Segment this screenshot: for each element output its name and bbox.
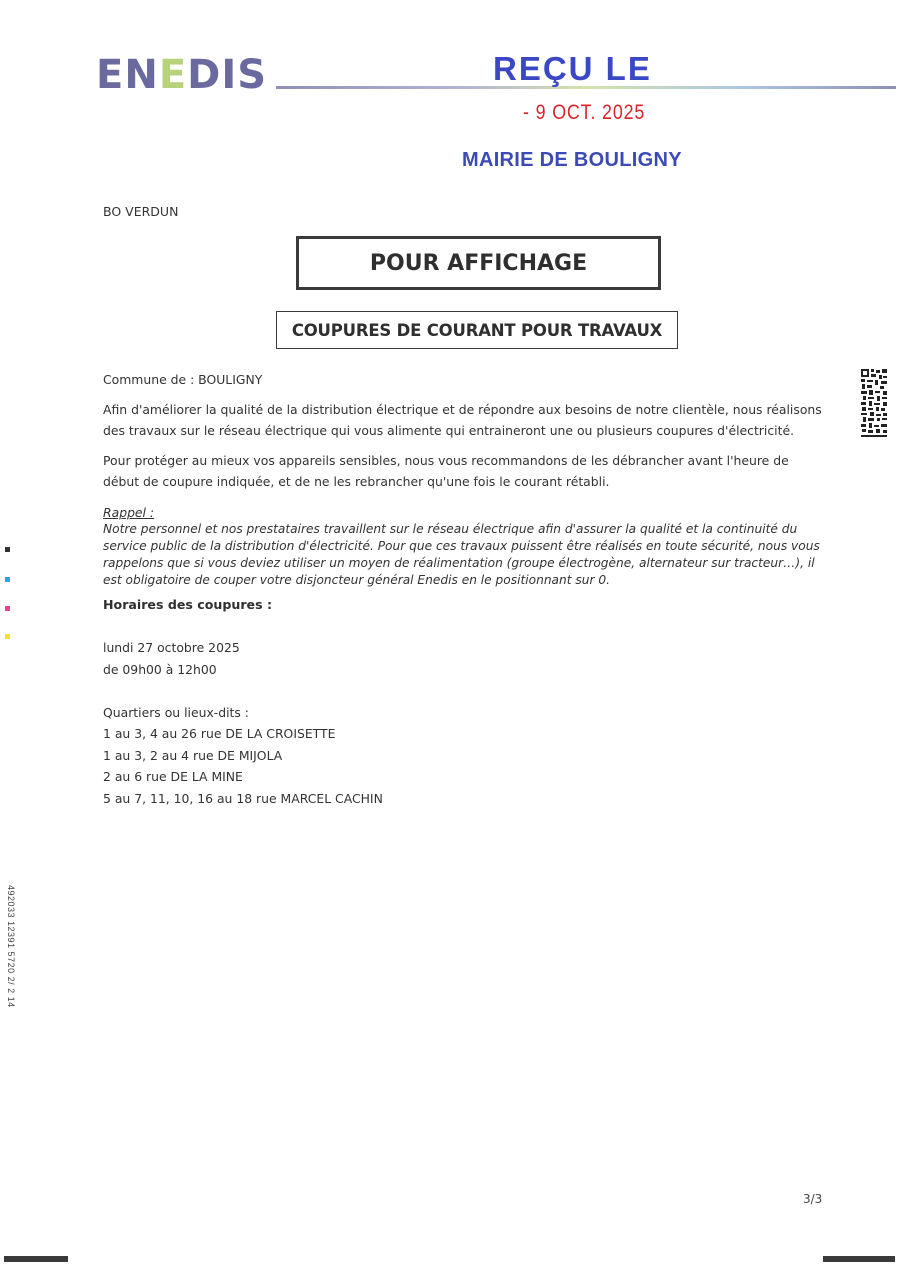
stamp-date: - 9 OCT. 2025	[523, 101, 646, 124]
logo-accent: E	[158, 52, 188, 98]
list-item: 1 au 3, 2 au 4 rue DE MIJOLA	[103, 747, 283, 763]
places-title: Quartiers ou lieux-dits :	[103, 705, 249, 720]
places-list	[103, 723, 383, 809]
registration-mark	[5, 606, 10, 611]
page-number: 3/3	[803, 1192, 823, 1206]
bottom-scan-bar	[4, 1256, 68, 1262]
rappel-text: Notre personnel et nos prestataires travaillent sur le réseau électrique afin d'assurer la qualité et la continuité du service public de la distribution d'électricité. Pour que ces travaux puissent être réalisés en toute sécurité, nous vous rappelons que si vous deviez utiliser un moyen de réalimentation (groupe électrogène, alternateur sur tracteur…), il est obligatoire de couper votre disjoncteur général Enedis en le positionnant sur 0.	[103, 522, 820, 587]
side-print-code: 492033 12391 5720 2/ 2 14	[6, 885, 16, 1008]
intro-paragraph: Afin d'améliorer la qualité de la distribution électrique et de répondre aux besoins de notre clientèle, nous réalisons des travaux sur le réseau électrique qui vous alimente qui entraineront une ou plusieurs coupures d'électricité.	[103, 402, 822, 438]
registration-mark	[5, 634, 10, 639]
for-display-title: POUR AFFICHAGE	[296, 236, 661, 290]
protection-paragraph: Pour protéger au mieux vos appareils sensibles, nous vous recommandons de les débrancher avant l'heure de début de coupure indiquée, et de ne les rebrancher qu'une fois le courant rétabli.	[103, 453, 789, 489]
bottom-scan-bar	[823, 1256, 895, 1262]
stamp-authority: MAIRIE DE BOULIGNY	[462, 149, 682, 171]
subject-title: COUPURES DE COURANT POUR TRAVAUX	[276, 311, 678, 349]
rappel-title: Rappel :	[103, 505, 155, 520]
commune-line: Commune de : BOULIGNY	[103, 372, 263, 387]
enedis-logo	[96, 52, 268, 98]
schedule-title: Horaires des coupures :	[103, 597, 273, 612]
list-item: 1 au 3, 4 au 26 rue DE LA CROISETTE	[103, 726, 336, 741]
sender: BO VERDUN	[103, 204, 179, 219]
logo-text: EN	[96, 52, 159, 98]
list-item: 5 au 7, 11, 10, 16 au 18 rue MARCEL CACHIN	[103, 790, 383, 806]
outage-time: de 09h00 à 12h00	[103, 662, 217, 677]
qr-code-icon	[861, 369, 887, 439]
stamp-received-label: REÇU LE	[493, 50, 652, 87]
outage-date: lundi 27 octobre 2025	[103, 640, 240, 655]
registration-mark	[5, 577, 10, 582]
registration-mark	[5, 547, 10, 552]
logo-text-end: DIS	[187, 52, 268, 98]
list-item: 2 au 6 rue DE LA MINE	[103, 769, 243, 784]
